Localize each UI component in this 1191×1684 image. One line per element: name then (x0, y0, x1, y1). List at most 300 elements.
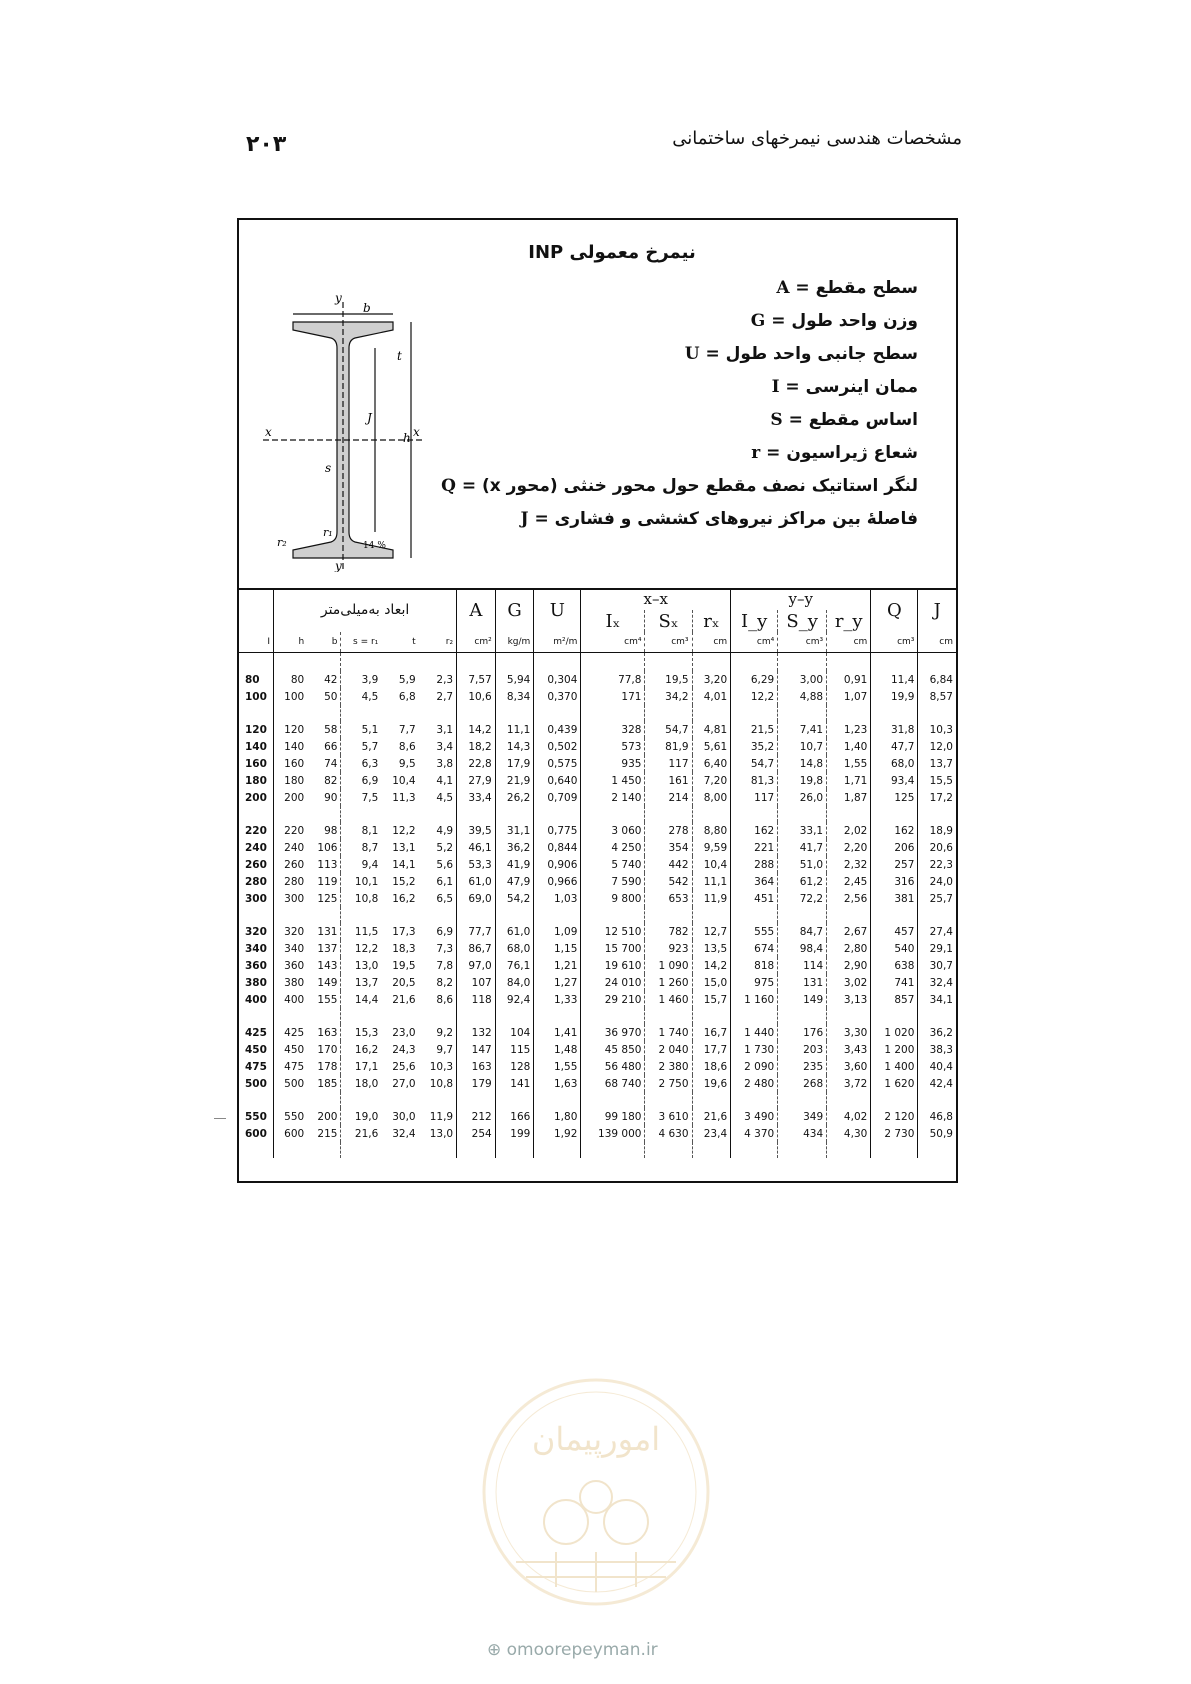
table-cell: 41,7 (778, 839, 827, 856)
spacer-cell (692, 907, 731, 923)
table-cell: 160 (274, 755, 308, 772)
table-cell: 4 370 (731, 1125, 778, 1142)
spacer-cell (419, 1008, 457, 1024)
table-cell: 10,4 (692, 856, 731, 873)
spacer-cell (274, 806, 308, 822)
spacer-cell (341, 653, 381, 672)
table-row (239, 755, 956, 772)
table-row (239, 1024, 956, 1041)
spacer-cell (918, 1142, 956, 1158)
spacer-cell (871, 1092, 918, 1108)
spacer-cell (778, 806, 827, 822)
table-cell: 1,09 (534, 923, 581, 940)
spacer-cell (778, 1008, 827, 1024)
table-row (239, 1108, 956, 1125)
table-cell: 340 (274, 940, 308, 957)
spacer-cell (645, 907, 692, 923)
table-cell: 32,4 (392, 1127, 416, 1140)
table-cell: 15 700 (581, 940, 645, 957)
table-cell: 214 (645, 789, 692, 806)
table-cell: 0,966 (534, 873, 581, 890)
table-cell: 3,13 (827, 991, 871, 1008)
table-cell: 10,7 (778, 738, 827, 755)
table-cell: 7 590 (581, 873, 645, 890)
table-cell: 21,5 (731, 721, 778, 738)
watermark-logo-text: امورپیمان (531, 1420, 661, 1458)
spacer-cell (239, 907, 274, 923)
table-cell: 3,00 (778, 671, 827, 688)
table-cell: 92,4 (495, 991, 534, 1008)
table-cell: 22,3 (918, 856, 956, 873)
table-cell: 381 (871, 890, 918, 907)
spacer-cell (274, 1008, 308, 1024)
table-cell: 17,2 (918, 789, 956, 806)
col-size-top (239, 588, 274, 632)
spacer-cell (381, 806, 418, 822)
watermark-text: ⊕ omoorepeyman.ir (487, 1640, 658, 1660)
table-cell: 14,2 (692, 957, 731, 974)
table-cell: 14,1 (392, 858, 416, 871)
table-row (239, 1075, 956, 1092)
spacer-cell (341, 1142, 381, 1158)
spacer-cell (239, 1008, 274, 1024)
table-cell: 131 (317, 925, 338, 938)
fig-label-t: t (397, 349, 402, 363)
table-row (239, 671, 956, 688)
table-cell: 80 (274, 671, 308, 688)
legend-text: سطح جانبی واحد طول (725, 344, 918, 364)
table-cell: 45 850 (581, 1041, 645, 1058)
legend-symbol: r (751, 443, 761, 463)
table-cell: 923 (645, 940, 692, 957)
table-cell: 442 (645, 856, 692, 873)
unit-cell: h (274, 632, 308, 653)
table-cell: 15,7 (692, 991, 731, 1008)
table-cell: 36,2 (918, 1024, 956, 1041)
spacer-cell (341, 1008, 381, 1024)
table-cell: 32,4 (918, 974, 956, 991)
table-cell: 15,5 (918, 772, 956, 789)
table-cell: 117 (645, 755, 692, 772)
spacer-cell (495, 1092, 534, 1108)
col-Q: Q (871, 588, 918, 632)
table-cell: 2,20 (827, 839, 871, 856)
table-row (239, 688, 956, 705)
spacer-cell (307, 907, 341, 923)
profile-size-cell: 240 (245, 841, 267, 854)
table-cell: 364 (731, 873, 778, 890)
table-cell: 11,9 (692, 890, 731, 907)
spacer-cell (645, 653, 692, 672)
table-cell: 7,8 (436, 959, 454, 972)
table-cell: 11,4 (871, 671, 918, 688)
table-cell: 100 (274, 688, 308, 705)
table-cell: 6,84 (918, 671, 956, 688)
table-cell: 425 (274, 1024, 308, 1041)
table-cell: 86,7 (457, 940, 496, 957)
table-cell: 1,92 (534, 1125, 581, 1142)
spacer-cell (645, 1008, 692, 1024)
table-cell: 163 (457, 1058, 496, 1075)
spacer-cell (534, 907, 581, 923)
table-cell: 26,2 (495, 789, 534, 806)
table-cell: 14,2 (457, 721, 496, 738)
spacer-cell (534, 653, 581, 672)
spacer-cell (581, 1008, 645, 1024)
table-cell: 0,575 (534, 755, 581, 772)
table-cell: 199 (495, 1125, 534, 1142)
table-cell: 11,3 (392, 791, 416, 804)
legend-equals: = (779, 377, 806, 397)
legend-symbol: J (520, 509, 529, 529)
table-cell: 8,7 (341, 839, 381, 856)
profile-size-cell: 100 (245, 690, 267, 703)
col-Ix: Iₓ (581, 610, 645, 632)
table-cell: 8,1 (341, 822, 381, 839)
table-cell: 0,640 (534, 772, 581, 789)
table-cell: 6,1 (436, 875, 454, 888)
legend-equals: = (760, 443, 787, 463)
units-row (239, 632, 956, 653)
profile-size-cell: 360 (245, 959, 267, 972)
table-cell: 76,1 (495, 957, 534, 974)
table-cell: 171 (581, 688, 645, 705)
spacer-cell (341, 705, 381, 721)
table-cell: 0,709 (534, 789, 581, 806)
legend-list (441, 272, 918, 536)
table-cell: 18,9 (918, 822, 956, 839)
spacer-cell (457, 1092, 496, 1108)
table-cell: 25,6 (392, 1060, 416, 1073)
legend-item (441, 470, 918, 503)
table-cell: 30,7 (918, 957, 956, 974)
table-cell: 7,5 (341, 789, 381, 806)
table-cell: 170 (317, 1043, 338, 1056)
spacer-cell (419, 907, 457, 923)
legend-text: ممان اینرسی (805, 377, 918, 397)
table-cell: 2,90 (827, 957, 871, 974)
table-cell: 27,0 (392, 1077, 416, 1090)
profile-size-cell: 425 (245, 1026, 267, 1039)
spacer-cell (918, 1008, 956, 1024)
spacer-cell (274, 1092, 308, 1108)
dim-title: ابعاد به‌میلی‌متر (274, 588, 457, 632)
table-cell: 18,2 (457, 738, 496, 755)
legend-text: وزن واحد طول (791, 311, 918, 331)
table-cell: 107 (457, 974, 496, 991)
table-cell: 975 (731, 974, 778, 991)
spacer-cell (581, 907, 645, 923)
table-cell: 36 970 (581, 1024, 645, 1041)
spacer-cell (381, 907, 418, 923)
table-cell: 1 440 (731, 1024, 778, 1041)
table-cell: 120 (274, 721, 308, 738)
unit-cell: cm³ (871, 632, 918, 653)
table-cell: 131 (778, 974, 827, 991)
table-cell: 10,4 (392, 774, 416, 787)
legend-symbol: I (771, 377, 780, 397)
table-row (239, 873, 956, 890)
table-cell: 5,1 (341, 721, 381, 738)
table-cell: 11,5 (341, 923, 381, 940)
table-cell: 1,87 (827, 789, 871, 806)
table-cell: 4,5 (341, 688, 381, 705)
table-cell: 5,7 (341, 738, 381, 755)
table-cell: 8,57 (918, 688, 956, 705)
table-cell: 254 (457, 1125, 496, 1142)
table-cell: 39,5 (457, 822, 496, 839)
table-cell: 24,0 (918, 873, 956, 890)
table-cell: 47,9 (495, 873, 534, 890)
table-cell: 20,5 (392, 976, 416, 989)
table-cell: 82 (324, 774, 338, 787)
table-cell: 1 020 (871, 1024, 918, 1041)
table-cell: 1,07 (827, 688, 871, 705)
fig-label-b: b (363, 301, 371, 315)
spacer-cell (871, 806, 918, 822)
unit-cell: cm² (457, 632, 496, 653)
table-cell: 1,27 (534, 974, 581, 991)
unit-cell: I (239, 632, 274, 653)
fig-label-slope: 14 % (363, 541, 386, 551)
spacer-cell (239, 653, 274, 672)
table-cell: 38,3 (918, 1041, 956, 1058)
table-cell: 93,4 (871, 772, 918, 789)
table-cell: 215 (317, 1127, 338, 1140)
table-cell: 3 490 (731, 1108, 778, 1125)
table-row (239, 940, 956, 957)
table-cell: 475 (274, 1058, 308, 1075)
fig-label-x-right: x (413, 425, 420, 439)
table-cell: 212 (457, 1108, 496, 1125)
table-cell: 68,0 (871, 755, 918, 772)
table-cell: 600 (274, 1125, 308, 1142)
spacer-cell (307, 1008, 341, 1024)
table-cell: 200 (317, 1110, 338, 1123)
profile-size-cell: 550 (245, 1110, 267, 1123)
table-cell: 13,0 (429, 1127, 454, 1140)
table-body (239, 653, 956, 1159)
legend-symbol: U (684, 344, 700, 364)
table-cell: 550 (274, 1108, 308, 1125)
profile-size-cell: 450 (245, 1043, 267, 1056)
table-cell: 349 (778, 1108, 827, 1125)
table-cell: 8,6 (398, 740, 416, 753)
table-cell: 0,439 (534, 721, 581, 738)
profile-size-cell: 140 (245, 740, 267, 753)
table-cell: 50,9 (918, 1125, 956, 1142)
table-cell: 8,00 (692, 789, 731, 806)
table-cell: 1,21 (534, 957, 581, 974)
spacer-cell (731, 1008, 778, 1024)
legend-item (441, 503, 918, 536)
table-cell: 68,0 (495, 940, 534, 957)
legend-box (239, 220, 956, 590)
table-cell: 47,7 (871, 738, 918, 755)
table-cell: 4,5 (436, 791, 454, 804)
table-cell: 40,4 (918, 1058, 956, 1075)
table-cell: 13,5 (692, 940, 731, 957)
legend-text: اساس مقطع (808, 410, 918, 430)
table-cell: 97,0 (457, 957, 496, 974)
table-cell: 2 090 (731, 1058, 778, 1075)
table-cell: 1,55 (827, 755, 871, 772)
legend-equals: = (455, 476, 482, 496)
fig-label-h: h (403, 431, 411, 445)
table-cell: 0,91 (827, 671, 871, 688)
profile-size-cell: 260 (245, 858, 267, 871)
table-cell: 3,1 (436, 723, 454, 736)
table-cell: 34,1 (918, 991, 956, 1008)
table-cell: 77,8 (581, 671, 645, 688)
table-cell: 1 200 (871, 1041, 918, 1058)
group-xx: x–x (581, 588, 731, 610)
table-cell: 4,01 (692, 688, 731, 705)
profile-size-cell: 180 (245, 774, 267, 787)
table-cell: 34,2 (645, 688, 692, 705)
table-cell: 542 (645, 873, 692, 890)
fig-label-y-bottom: y (335, 559, 342, 572)
table-cell: 818 (731, 957, 778, 974)
spacer-cell (495, 1142, 534, 1158)
table-cell: 61,0 (495, 923, 534, 940)
group-spacer (239, 1092, 956, 1108)
table-cell: 1,55 (534, 1058, 581, 1075)
table-cell: 12,0 (918, 738, 956, 755)
table-row (239, 923, 956, 940)
spacer-cell (731, 705, 778, 721)
table-cell: 2 380 (645, 1058, 692, 1075)
legend-item (441, 371, 918, 404)
table-cell: 14,8 (778, 755, 827, 772)
table-cell: 149 (778, 991, 827, 1008)
table-cell: 69,0 (457, 890, 496, 907)
table-cell: 19,5 (392, 959, 416, 972)
spacer-cell (731, 653, 778, 672)
table-cell: 54,2 (495, 890, 534, 907)
spacer-cell (341, 907, 381, 923)
profile-size-cell: 380 (245, 976, 267, 989)
table-cell: 573 (581, 738, 645, 755)
table-cell: 68 740 (581, 1075, 645, 1092)
table-cell: 457 (871, 923, 918, 940)
page-number: ۲۰۳ (246, 132, 287, 157)
spacer-cell (778, 1092, 827, 1108)
table-cell: 6,5 (436, 892, 454, 905)
spacer-cell (827, 1092, 871, 1108)
spacer-cell (495, 705, 534, 721)
table-cell: 162 (731, 822, 778, 839)
table-cell: 81,9 (645, 738, 692, 755)
legend-equals: = (782, 410, 809, 430)
table-cell: 15,2 (392, 875, 416, 888)
col-rx: rₓ (692, 610, 731, 632)
table-cell: 6,9 (436, 925, 454, 938)
legend-text: فاصلهٔ بین مراکز نیروهای کششی و فشاری (554, 509, 918, 529)
table-cell: 56 480 (581, 1058, 645, 1075)
table-cell: 17,3 (392, 925, 416, 938)
table-cell: 5,9 (398, 673, 416, 686)
table-cell: 10,1 (341, 873, 381, 890)
spacer-cell (495, 907, 534, 923)
table-cell: 6,9 (341, 772, 381, 789)
fig-label-y-top: y (335, 291, 342, 305)
table-cell: 782 (645, 923, 692, 940)
spacer-cell (341, 1092, 381, 1108)
col-A: A (457, 588, 496, 632)
table-cell: 1 260 (645, 974, 692, 991)
table-cell: 1,40 (827, 738, 871, 755)
unit-cell: t (381, 632, 418, 653)
table-row (239, 991, 956, 1008)
table-cell: 2,56 (827, 890, 871, 907)
table-cell: 8,34 (495, 688, 534, 705)
table-row (239, 1041, 956, 1058)
spacer-cell (419, 705, 457, 721)
table-cell: 6,3 (341, 755, 381, 772)
table-cell: 360 (274, 957, 308, 974)
legend-title: نیمرخ معمولی INP (528, 242, 696, 263)
profile-size-cell: 475 (245, 1060, 267, 1073)
table-cell: 36,2 (495, 839, 534, 856)
profile-size-cell: 500 (245, 1077, 267, 1090)
unit-cell: cm (692, 632, 731, 653)
table-cell: 1 730 (731, 1041, 778, 1058)
spacer-cell (731, 1092, 778, 1108)
table-row (239, 839, 956, 856)
table-row (239, 789, 956, 806)
unit-cell: m²/m (534, 632, 581, 653)
table-cell: 935 (581, 755, 645, 772)
table-cell: 19,8 (778, 772, 827, 789)
table-cell: 2,7 (436, 690, 454, 703)
inp-properties-table (239, 588, 956, 1158)
table-cell: 33,4 (457, 789, 496, 806)
spacer-cell (457, 806, 496, 822)
spacer-cell (827, 907, 871, 923)
table-cell: 1,71 (827, 772, 871, 789)
table-cell: 1 460 (645, 991, 692, 1008)
table-row (239, 974, 956, 991)
table-cell: 3,30 (827, 1024, 871, 1041)
table-cell: 19 610 (581, 957, 645, 974)
table-row (239, 957, 956, 974)
spacer-cell (495, 806, 534, 822)
table-cell: 41,9 (495, 856, 534, 873)
table-cell: 2 140 (581, 789, 645, 806)
spacer-cell (419, 1092, 457, 1108)
table-cell: 21,6 (392, 993, 416, 1006)
table-cell: 104 (495, 1024, 534, 1041)
unit-cell: cm⁴ (581, 632, 645, 653)
table-cell: 12,2 (341, 940, 381, 957)
table-cell: 3,02 (827, 974, 871, 991)
table-cell: 10,6 (457, 688, 496, 705)
table-cell: 17,9 (495, 755, 534, 772)
table-cell: 46,1 (457, 839, 496, 856)
table-cell: 16,2 (392, 892, 416, 905)
table-cell: 21,9 (495, 772, 534, 789)
table-cell: 29,1 (918, 940, 956, 957)
table-cell: 1,15 (534, 940, 581, 957)
profile-size-cell: 280 (245, 875, 267, 888)
table-cell: 27,9 (457, 772, 496, 789)
spacer-cell (307, 653, 341, 672)
table-cell: 1,41 (534, 1024, 581, 1041)
table-cell: 163 (317, 1026, 338, 1039)
watermark-url: omoorepeyman.ir (506, 1640, 658, 1660)
spacer-cell (827, 705, 871, 721)
